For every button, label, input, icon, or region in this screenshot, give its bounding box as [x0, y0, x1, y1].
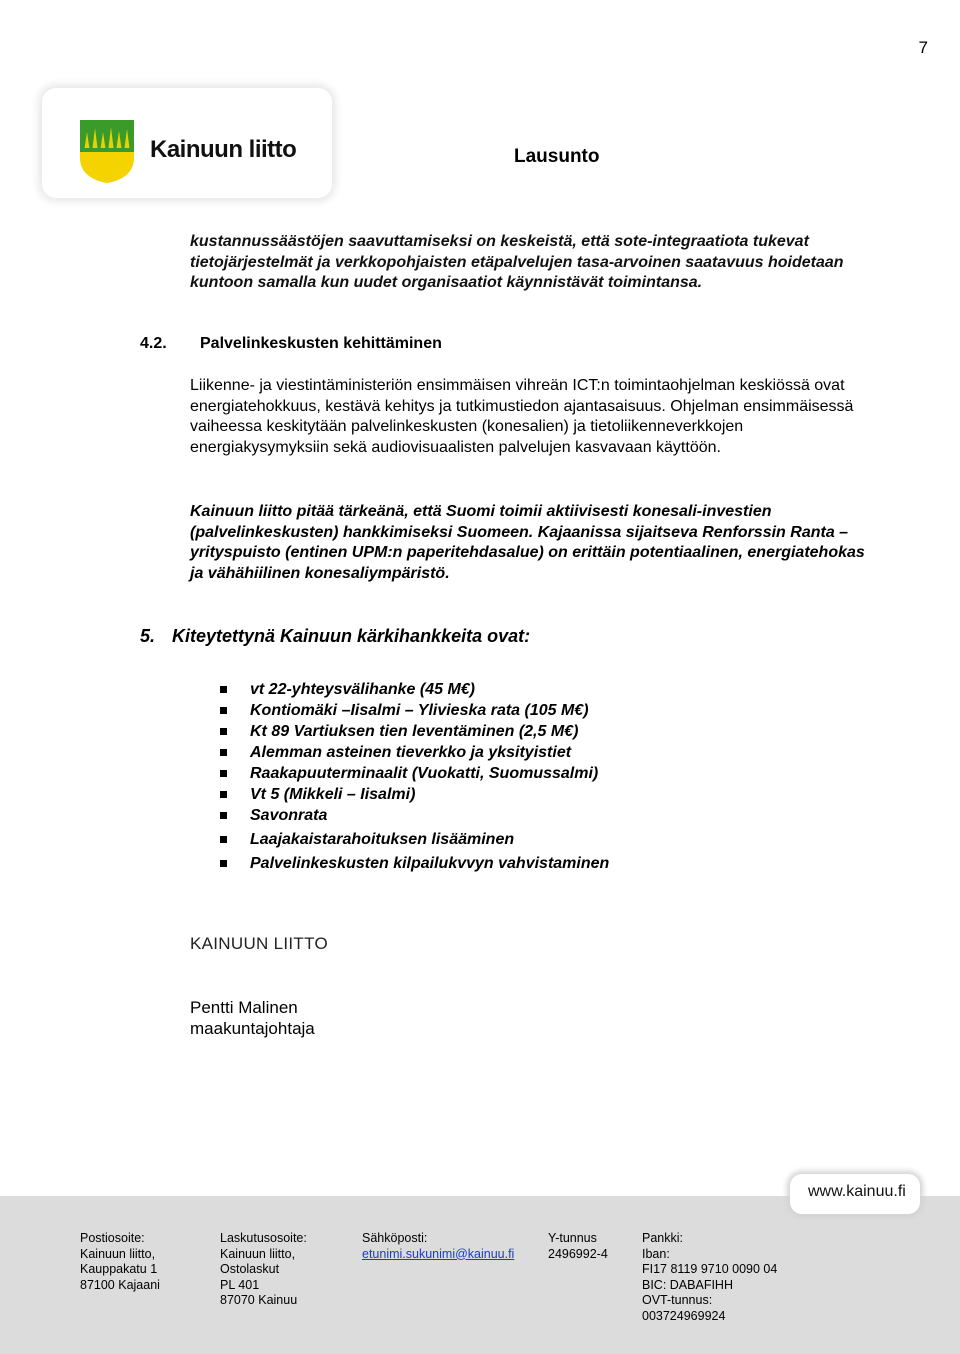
website-link[interactable]: www.kainuu.fi: [808, 1183, 906, 1200]
list-item: Laajakaistarahoituksen lisääminen: [218, 829, 609, 850]
key-projects-list: [218, 679, 609, 874]
signer-name: Pentti Malinen: [190, 998, 298, 1017]
list-item: Kt 89 Vartiuksen tien leventäminen (2,5 M€): [218, 721, 609, 742]
section-4-2-heading: [140, 335, 442, 353]
square-bullet-icon: [220, 860, 227, 867]
logo-wordmark: Kainuun liitto: [150, 136, 297, 163]
square-bullet-icon: [220, 728, 227, 735]
section-5-heading: [140, 626, 530, 647]
list-item: Kontiomäki –Iisalmi – Ylivieska rata (105 M€): [218, 700, 609, 721]
footer-business-id: Y-tunnus 2496992-4: [548, 1231, 608, 1261]
list-item: Alemman asteinen tieverkko ja yksityistiet: [218, 742, 609, 763]
section-number: 5.: [140, 626, 156, 646]
list-item: Vt 5 (Mikkeli – Iisalmi): [218, 784, 609, 805]
section-title: Kiteytettynä Kainuun kärkihankkeita ovat:: [172, 626, 531, 646]
section-title: Palvelinkeskusten kehittäminen: [200, 335, 442, 352]
list-item: Raakapuuterminaalit (Vuokatti, Suomussalmi): [218, 763, 609, 784]
section-4-2-paragraph-2: Kainuun liitto pitää tärkeänä, että Suomi toimii aktiivisesti konesali-investien (palvelinkeskusten) hankkimiseksi Suomeen. Kajaanissa sijaitseva Renforssin Ranta –yrityspuisto (entinen UPM:n paperitehdasalue) on erittäin potentiaalinen, energiatehokas ja vähähiilinen konesaliympäristö.: [190, 503, 865, 582]
footer-bank-details: Pankki: Iban: FI17 8119 9710 0090 04 BIC: DABAFIHH OVT-tunnus: 003724969924: [642, 1231, 778, 1323]
section-4-2-paragraph-1: Liikenne- ja viestintäministeriön ensimmäisen vihreän ICT:n toimintaohjelman keskiössä ovat energiatehokkuus, kestävä kehitys ja tutkimustiedon ajantasaisuus. Ohjelman ensimmäisessä vaiheessa keskitytään palvelinkeskusten (konesalien) ja tietoliikenneverkkojen energiakysymyksiin sekä audiovisuaalisten palvelujen kasvavaan käyttöön.: [190, 377, 854, 457]
list-item: Palvelinkeskusten kilpailukvvyn vahvistaminen: [218, 853, 609, 874]
signature-organization: KAINUUN LIITTO: [190, 934, 329, 953]
square-bullet-icon: [220, 770, 227, 777]
square-bullet-icon: [220, 749, 227, 756]
footer-email: Sähköposti: etunimi.sukunimi@kainuu.fi: [362, 1231, 515, 1261]
square-bullet-icon: [220, 686, 227, 693]
kainuu-coat-of-arms-icon: [78, 118, 136, 184]
page-number: 7: [918, 38, 928, 57]
footer-postal-address: Postiosoite: Kainuun liitto, Kauppakatu 1 87100 Kajaani: [80, 1231, 160, 1292]
section-number: 4.2.: [140, 335, 167, 352]
list-item: vt 22-yhteysvälihanke (45 M€): [218, 679, 609, 700]
signature-block: [190, 997, 315, 1039]
signer-title: maakuntajohtaja: [190, 1019, 315, 1038]
list-item: Savonrata: [218, 805, 609, 826]
square-bullet-icon: [220, 836, 227, 843]
email-link[interactable]: etunimi.sukunimi@kainuu.fi: [362, 1246, 515, 1261]
footer-billing-address: Laskutusosoite: Kainuun liitto, Ostolaskut PL 401 87070 Kainuu: [220, 1231, 307, 1307]
document-type: Lausunto: [514, 146, 600, 167]
intro-paragraph: kustannussäästöjen saavuttamiseksi on keskeistä, että sote-integraatiota tukevat tietojärjestelmät ja verkkopohjaisten etäpalvelujen tasa-arvoinen saatavuus hoidetaan kuntoon samalla kun uudet organisaatiot käynnistävät toimintansa.: [190, 233, 844, 292]
square-bullet-icon: [220, 707, 227, 714]
square-bullet-icon: [220, 791, 227, 798]
square-bullet-icon: [220, 812, 227, 819]
